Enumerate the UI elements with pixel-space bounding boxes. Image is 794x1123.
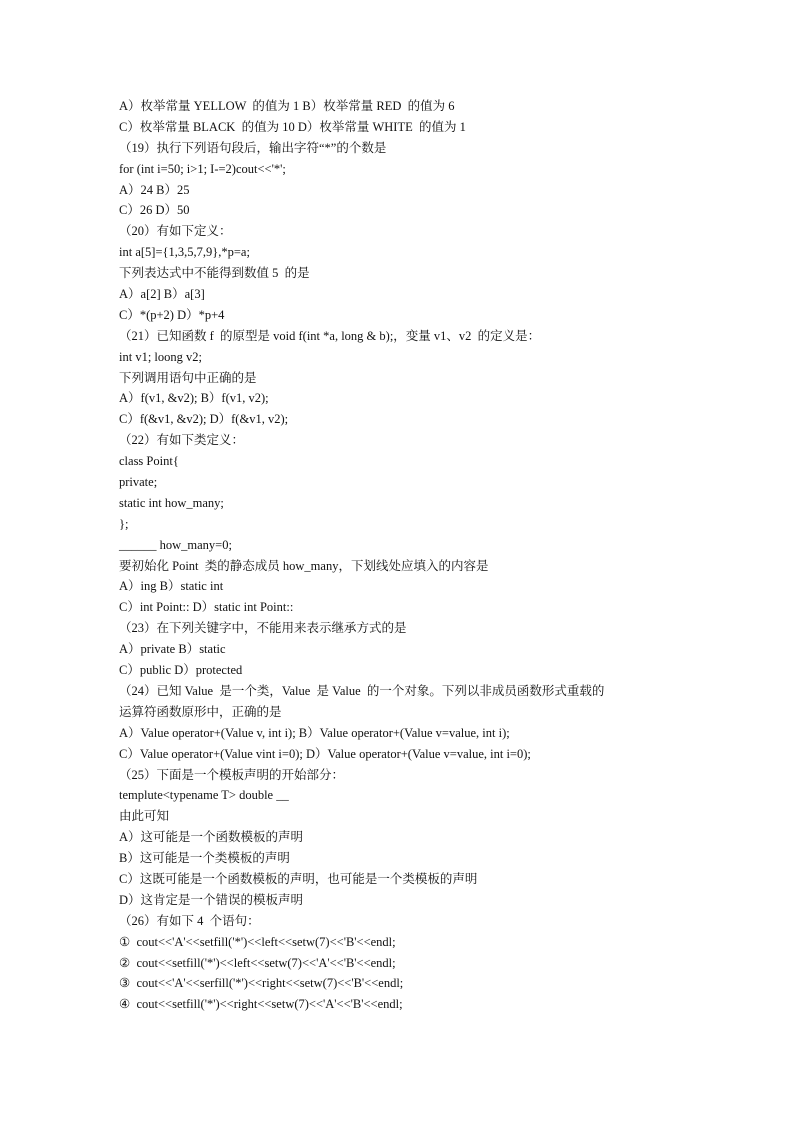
question-26-title: （26）有如下 4 个语句： xyxy=(119,913,260,928)
code-line: ① cout<<'A'<<setfill('*')<<left<<setw(7)<<'B'<<endl; xyxy=(119,934,396,949)
code-line: ______ how_many=0; xyxy=(119,537,232,552)
option-line: A）这可能是一个函数模板的声明 xyxy=(119,830,304,845)
option-line: D）这肯定是一个错误的模板声明 xyxy=(119,892,304,907)
option-line: A）private B）static xyxy=(119,642,226,657)
text-line: C）枚举常量 BLACK 的值为 10 D）枚举常量 WHITE 的值为 1 xyxy=(119,119,466,134)
text-line: A）枚举常量 YELLOW 的值为 1 B）枚举常量 RED 的值为 6 xyxy=(119,99,455,113)
option-line: C）这既可能是一个函数模板的声明，也可能是一个类模板的声明 xyxy=(119,871,478,886)
code-line: ③ cout<<'A'<<serfill('*')<<right<<setw(7)<<'B'<<endl; xyxy=(119,976,404,991)
option-line: C）26 D）50 xyxy=(119,203,190,218)
code-line: class Point{ xyxy=(119,454,179,469)
option-line: A）Value operator+(Value v, int i); B）Value operator+(Value v=value, int i); xyxy=(119,725,510,740)
text-line: 下列调用语句中正确的是 xyxy=(119,370,257,385)
code-line: }; xyxy=(119,516,129,531)
text-line: 下列表达式中不能得到数值 5 的是 xyxy=(119,266,310,281)
code-line: static int how_many; xyxy=(119,495,224,510)
option-line: C）public D）protected xyxy=(119,663,243,678)
option-line: A）f(v1, &v2); B）f(v1, v2); xyxy=(119,391,269,406)
question-22-title: （22）有如下类定义： xyxy=(119,433,245,448)
code-line: ④ cout<<setfill('*')<<right<<setw(7)<<'A'<<'B'<<endl; xyxy=(119,997,403,1012)
code-line: int v1; loong v2; xyxy=(119,349,202,364)
text-line: 要初始化 Point 类的静态成员 how_many，下划线处应填入的内容是 xyxy=(119,558,489,573)
code-line: private; xyxy=(119,475,158,490)
option-line: C）Value operator+(Value vint i=0); D）Value operator+(Value v=value, int i=0); xyxy=(119,746,531,761)
code-line: int a[5]={1,3,5,7,9},*p=a; xyxy=(119,245,250,260)
code-line: for (int i=50; i>1; I-=2)cout<<'*'; xyxy=(119,161,286,176)
option-line: A）24 B）25 xyxy=(119,182,190,197)
option-line: B）这可能是一个类模板的声明 xyxy=(119,851,290,866)
question-20-title: （20）有如下定义： xyxy=(119,224,232,239)
question-23-title: （23）在下列关键字中，不能用来表示继承方式的是 xyxy=(119,621,407,636)
option-line: C）f(&v1, &v2); D）f(&v1, v2); xyxy=(119,412,289,427)
document-body xyxy=(119,96,719,1015)
option-line: A）ing B）static int xyxy=(119,579,224,594)
option-line: C）*(p+2) D）*p+4 xyxy=(119,307,225,322)
code-line: ② cout<<setfill('*')<<left<<setw(7)<<'A'<<'B'<<endl; xyxy=(119,955,396,970)
question-25-title: （25）下面是一个模板声明的开始部分： xyxy=(119,767,345,782)
option-line: A）a[2] B）a[3] xyxy=(119,287,205,302)
question-19-title: （19）执行下列语句段后，输出字符“*”的个数是 xyxy=(119,140,387,155)
text-line: 由此可知 xyxy=(119,809,170,824)
code-line: templute<typename T> double __ xyxy=(119,788,289,803)
question-24-title: （24）已知 Value 是一个类，Value 是 Value 的一个对象。下列以非成员函数形式重载的 xyxy=(119,683,605,698)
option-line: C）int Point:: D）static int Point:: xyxy=(119,600,294,615)
text-line: 运算符函数原形中，正确的是 xyxy=(119,704,282,719)
question-21-title: （21）已知函数 f 的原型是 void f(int *a, long & b);，变量 v1、v2 的定义是： xyxy=(119,328,541,343)
